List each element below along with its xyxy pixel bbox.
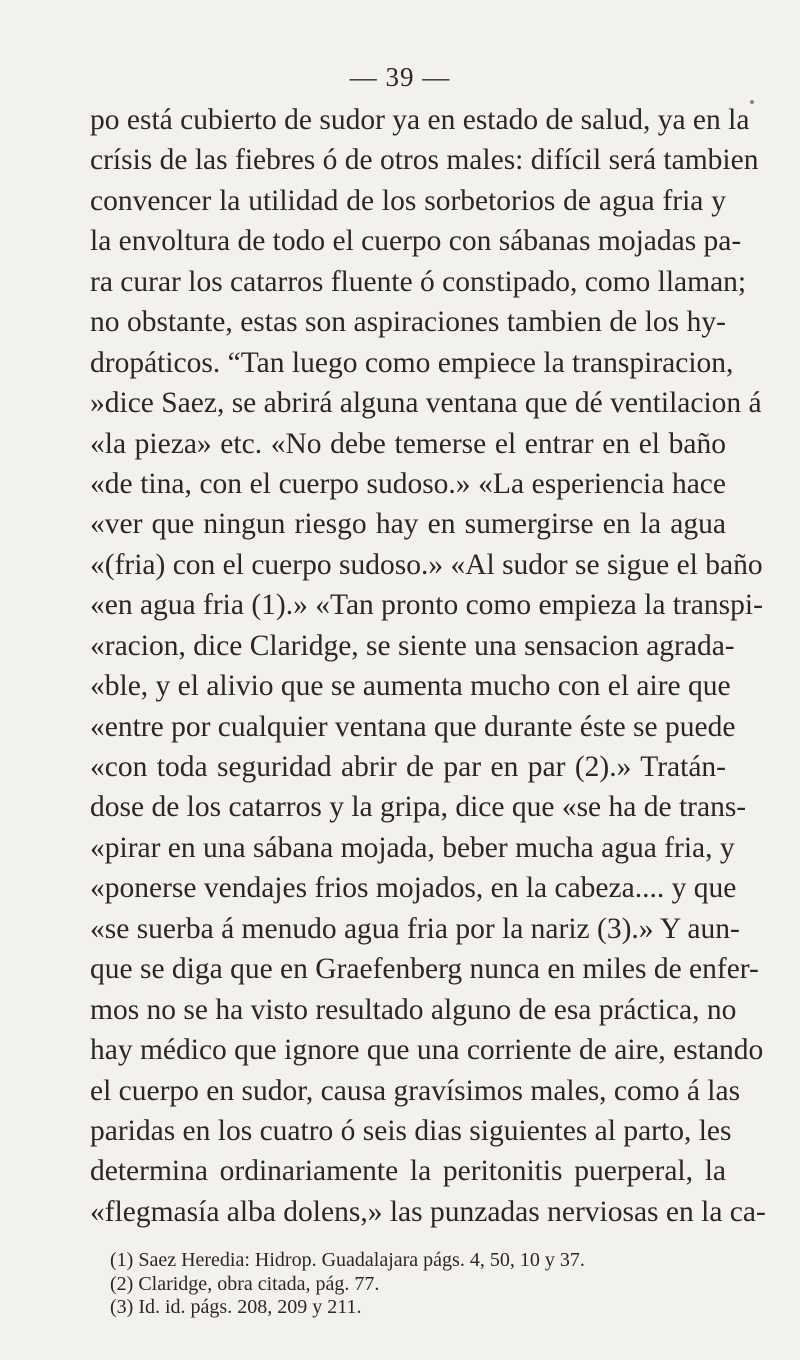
text-line: «(fria) con el cuerpo sudoso.» «Al sudor se sigue el baño [90,548,763,581]
text-line: convencer la utilidad de los sorbetorios de agua fria y [90,184,726,217]
text-line: hay médico que ignore que una corriente de aire, estando [90,1034,764,1067]
footnote: (1) Saez Heredia: Hidrop. Guadalajara págs. 4, 50, 10 y 37. [110,1249,585,1271]
text-line: ra curar los catarros fluente ó constipado, como llaman; [90,265,747,298]
text-line: el cuerpo en sudor, causa gravísimos males, como á las [90,1074,741,1107]
text-line: «racion, dice Claridge, se siente una sensacion agrada- [90,629,735,662]
text-line: dropáticos. “Tan luego como empiece la transpiracion, [90,346,734,379]
text-line: paridas en los cuatro ó seis dias siguientes al parto, les [90,1114,732,1147]
paper-speck [750,100,754,104]
text-line: crísis de las fiebres ó de otros males: difícil será tambien [90,144,759,177]
text-line: «ble, y el alivio que se aumenta mucho con el aire que [90,670,731,703]
page-number: — 39 — [349,62,451,92]
text-line: «con toda seguridad abrir de par en par (2).» Tratán- [90,751,726,783]
text-line: «pirar en una sábana mojada, beber mucha agua fria, y [90,831,735,864]
text-line: «la pieza» etc. «No debe temerse el entrar en el baño [90,427,726,460]
text-line: mos no se ha visto resultado alguno de esa práctica, no [90,993,737,1026]
text-line: «en agua fria (1).» «Tan pronto como empieza la transpi- [90,589,763,622]
text-line: po está cubierto de sudor ya en estado de salud, ya en la [90,104,750,136]
text-line: no obstante, estas son aspiraciones tambien de los hy- [90,306,726,339]
text-line: «de tina, con el cuerpo sudoso.» «La esperiencia hace [90,467,726,500]
text-line: «flegmasía alba dolens,» las punzadas nerviosas en la ca- [90,1195,766,1228]
footnote: (3) Id. id. págs. 208, 209 y 211. [110,1296,362,1318]
footnotes [110,1249,730,1320]
text-line: «ponerse vendajes frios mojados, en la cabeza.... y que [90,872,737,905]
text-line: determina ordinariamente la peritonitis puerperal, la [90,1155,726,1188]
text-line: dose de los catarros y la gripa, dice que «se ha de trans- [90,791,747,824]
text-line: «ver que ningun riesgo hay en sumergirse en la agua [90,508,726,541]
text-line: »dice Saez, se abrirá alguna ventana que dé ventilacion á [90,387,762,420]
text-line: «entre por cualquier ventana que durante éste se puede [90,710,736,743]
text-line: la envoltura de todo el cuerpo con sábanas mojadas pa- [90,225,742,258]
footnote: (2) Claridge, obra citada, pág. 77. [110,1272,380,1295]
text-line: «se suerba á menudo agua fria por la nariz (3).» Y aun- [90,912,740,945]
body-text [90,100,766,1232]
text-line: que se diga que en Graefenberg nunca en miles de enfer- [90,953,759,986]
